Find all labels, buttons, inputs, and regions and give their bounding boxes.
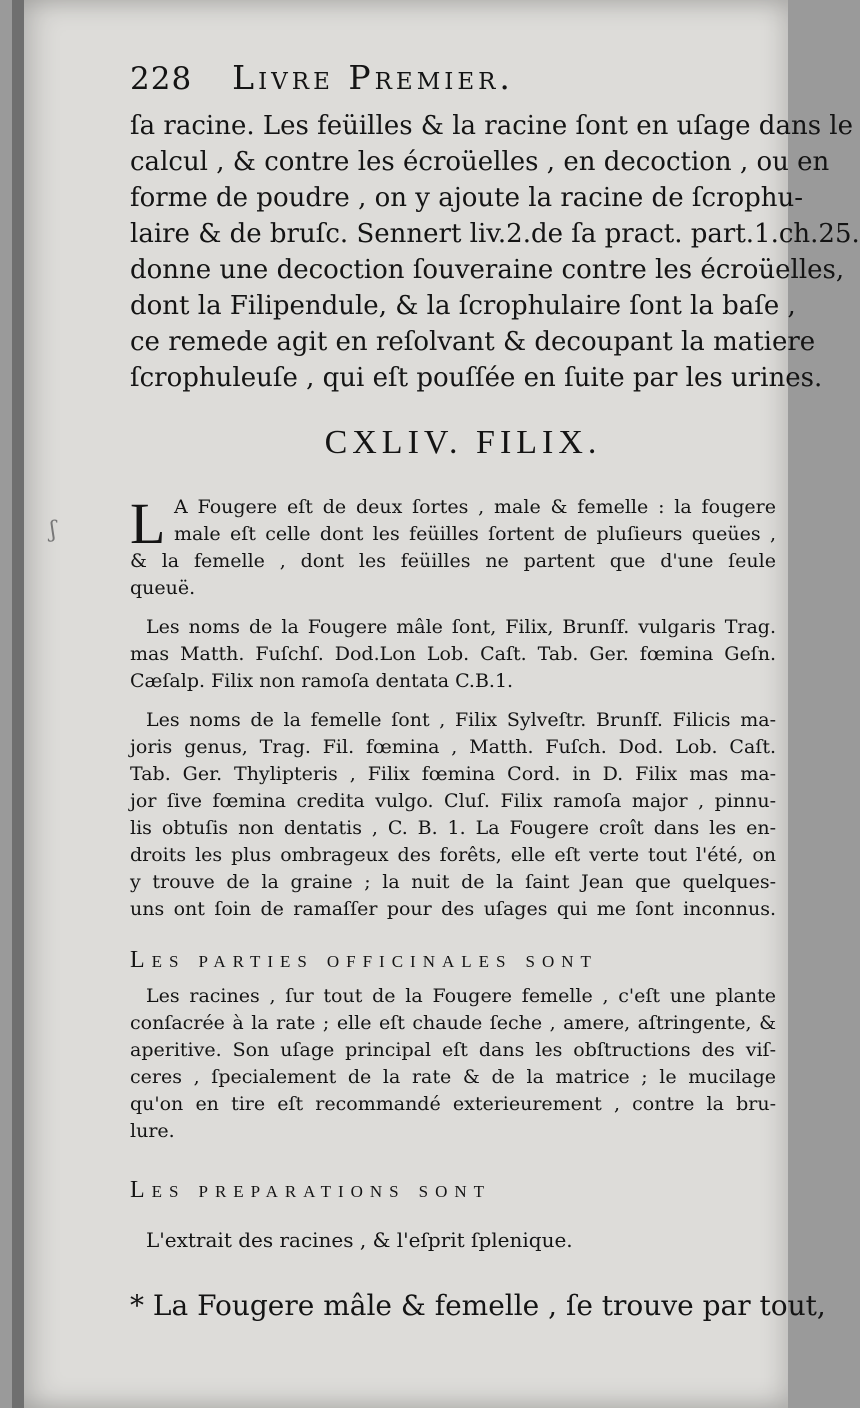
text-line: Tab. Ger. Thylipteris , Filix fœmina Cord. in D. Filix mas ma- [130, 763, 776, 785]
text-line: ſcrophuleuſe , qui eſt pouſſée en ſuite par les urines. [130, 363, 823, 393]
running-title: Livre Premier. [232, 58, 514, 97]
drop-cap: L [130, 491, 166, 556]
female-names-paragraph [130, 707, 776, 923]
male-names-paragraph [130, 614, 776, 695]
text-line: ce remede agit en reſolvant & decoupant la matiere [130, 327, 816, 357]
margin-mark: ʃ [50, 518, 56, 543]
preparations-paragraph [130, 1227, 776, 1254]
text-line: Cæſalp. Filix non ramoſa dentata C.B.1. [130, 670, 514, 692]
top-paragraph [130, 108, 860, 396]
text-line: droits les plus ombrageux des forêts, elle eſt verte tout l'été, on [130, 844, 776, 866]
page-header [130, 58, 776, 108]
text-line: forme de poudre , on y ajoute la racine de ſcrophu- [130, 183, 804, 213]
book-page [12, 0, 860, 1408]
text-line: donne une decoction ſouveraine contre les écroüelles, [130, 255, 845, 285]
text-line: conſacrée à la rate ; elle eſt chaude ſeche , amere, aſtringente, & [130, 1012, 776, 1034]
text-line: jor ſive fœmina credita vulgo. Cluſ. Filix ramoſa major , pinnu- [130, 790, 776, 812]
text-line: lure. [130, 1120, 175, 1142]
text-line: uns ont ſoin de ramaſſer pour des uſages qui me ſont inconnus. [130, 898, 776, 920]
text-line: male eſt celle dont les feüilles ſortent de pluſieurs queües , [174, 523, 776, 545]
text-line: y trouve de la graine ; la nuit de la ſaint Jean que quelques- [130, 871, 776, 893]
text-line: Les noms de la Fougere mâle ſont, Filix, Brunſf. vulgaris Trag. [146, 616, 776, 638]
section-heading-preparations: Les preparations sont [130, 1177, 492, 1203]
text-line: aperitive. Son uſage principal eſt dans les obſtructions des viſ- [130, 1039, 776, 1061]
text-line: lis obtuſis non dentatis , C. B. 1. La Fougere croît dans les en- [130, 817, 776, 839]
text-line: laire & de bruſc. Sennert liv.2.de ſa pract. part.1.ch.25. [130, 219, 860, 249]
chapter-title: CXLIV. FILIX. [324, 424, 602, 461]
text-line: queuë. [130, 577, 196, 599]
text-line: calcul , & contre les écroüelles , en decoction , ou en [130, 147, 830, 177]
text-line: Les racines , ſur tout de la Fougere femelle , c'eſt une plante [146, 985, 776, 1007]
text-line: & la femelle , dont les feüilles ne partent que d'une ſeule [130, 550, 776, 572]
page-content [130, 58, 860, 1328]
text-line: qu'on en tire eſt recommandé exterieurement , contre la bru- [130, 1093, 776, 1115]
text-line: A Fougere eſt de deux ſortes , male & femelle : la fougere [174, 496, 776, 518]
text-line: ſa racine. Les feüilles & la racine ſont en uſage dans le [130, 111, 853, 141]
page-gutter [12, 0, 24, 1408]
text-line: ceres , ſpecialement de la rate & de la matrice ; le mucilage [130, 1066, 776, 1088]
intro-paragraph [130, 491, 776, 602]
bottom-line: * La Fougere mâle & femelle , ſe trouve par tout, [130, 1289, 826, 1322]
parties-paragraph [130, 983, 776, 1145]
text-line: mas Matth. Fuſchſ. Dod.Lon Lob. Caſt. Tab. Ger. fœmina Geſn. [130, 643, 776, 665]
text-line: L'extrait des racines , & l'eſprit ſplenique. [146, 1228, 573, 1252]
text-line: Les noms de la femelle ſont , Filix Sylveſtr. Brunſf. Filicis ma- [146, 709, 776, 731]
section-heading-parties: Les parties officinales sont [130, 947, 598, 973]
text-line: joris genus, Trag. Fil. fœmina , Matth. Fuſch. Dod. Lob. Caſt. [130, 736, 776, 758]
text-line: dont la Filipendule, & la ſcrophulaire ſont la baſe , [130, 291, 796, 321]
page-number: 228 [130, 61, 193, 97]
